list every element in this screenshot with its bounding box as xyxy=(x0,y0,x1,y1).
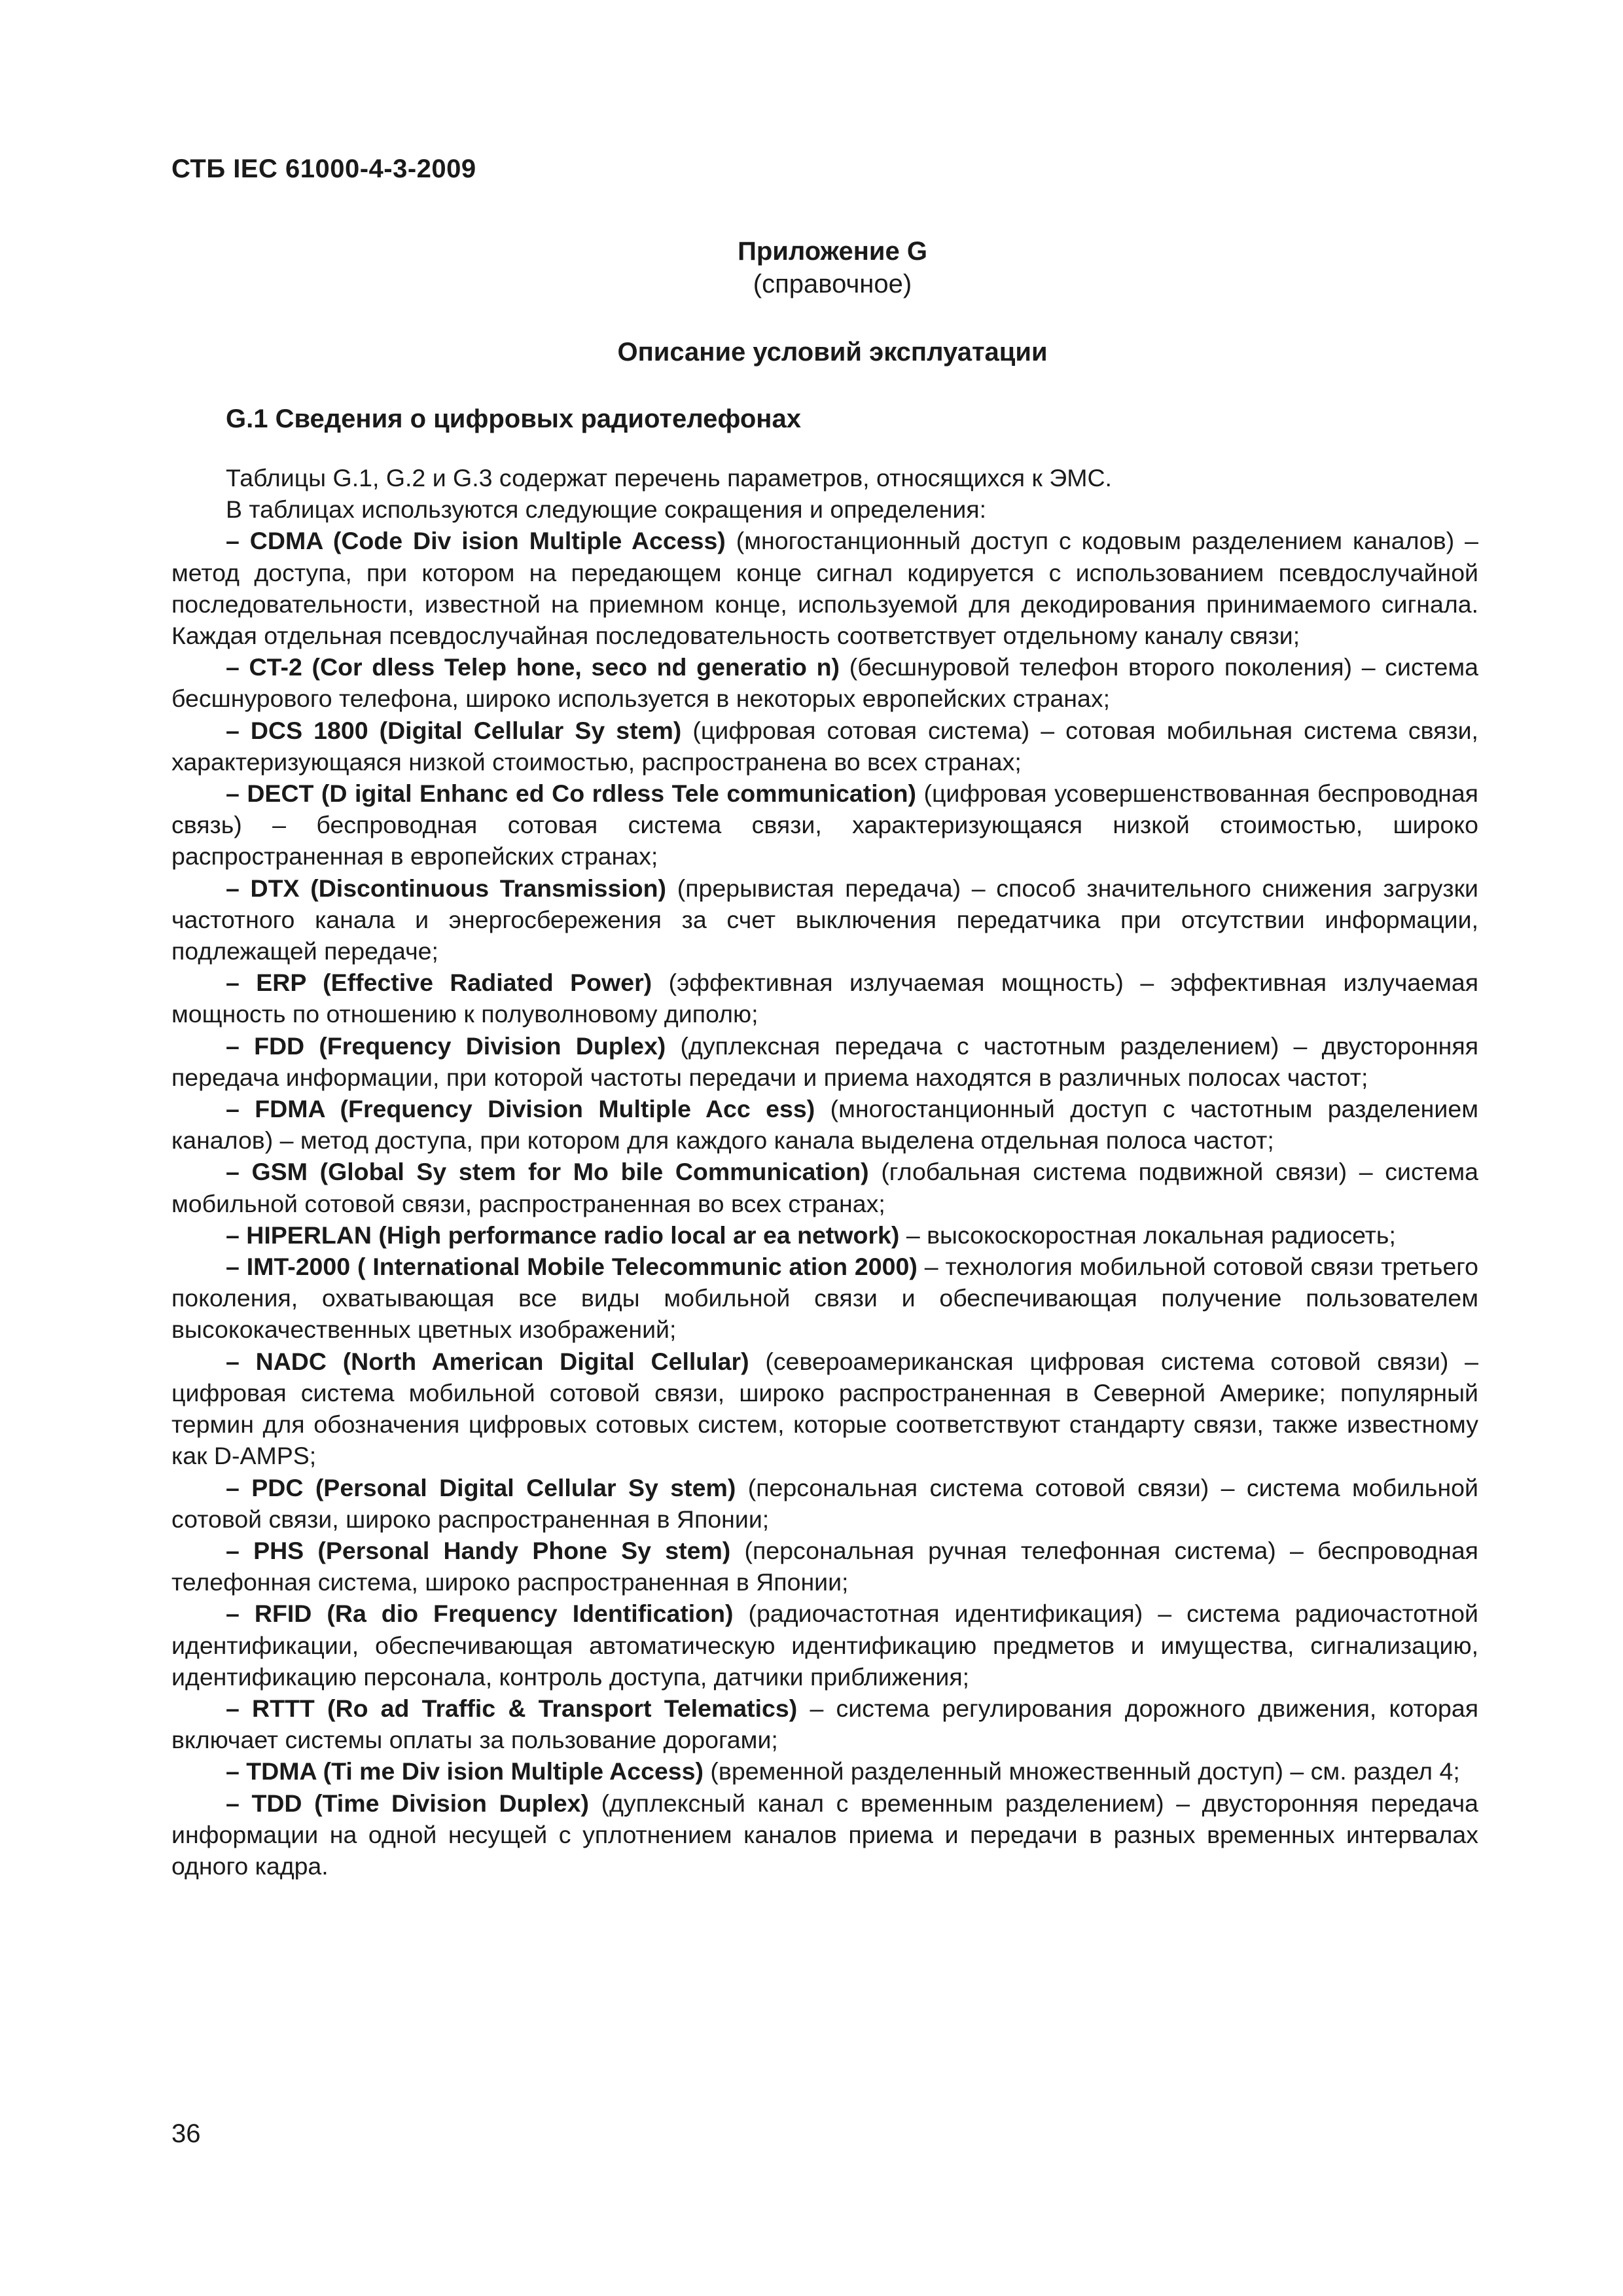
definition-item xyxy=(171,715,1478,778)
definition-text: (многостанционный доступ с кодовым разделением каналов) – метод доступа, при котором на передающем конце сигнал кодируется с использованием псевдослучайной последовательности, известной на приемном конце, используемой для декодирования принимаемого сигнала. Каждая отдельная псевдослучайная последовательность соответствует отдельному каналу связи; xyxy=(171,527,1478,650)
definition-term: – DTX (Discontinuous Transmission) xyxy=(226,874,667,902)
definition-text: (цифровая сотовая система) – сотовая мобильная система связи, характеризующаяся низкой стоимостью, распространена во всех странах; xyxy=(171,716,1478,776)
definition-item xyxy=(171,1755,1478,1787)
definition-text: (эффективная излучаемая мощность) – эффективная излучаемая мощность по отношению к полуволновому диполю; xyxy=(171,969,1479,1028)
definition-term: – TDMA (Ti me Div ision Multiple Access) xyxy=(226,1757,704,1785)
definition-term: – RFID (Ra dio Frequency Identification) xyxy=(226,1600,734,1628)
definition-text: (дуплексная передача с частотным разделением) – двусторонняя передача информации, при которой частоты передачи и приема находятся в различных полосах частот; xyxy=(171,1031,1478,1091)
definition-term: – HIPERLAN (High performance radio local ar ea network) xyxy=(226,1221,900,1249)
definition-term: – CT-2 (Cor dless Telep hone, seco nd generatio n) xyxy=(226,653,840,681)
definition-text: (глобальная система подвижной связи) – система мобильной сотовой связи, распространенная во всех странах; xyxy=(171,1158,1478,1217)
body-text xyxy=(171,462,1478,1882)
definition-text: (персональная ручная телефонная система) – беспроводная телефонная система, широко распространенная в Японии; xyxy=(171,1536,1478,1596)
definition-term: – ERP (Effective Radiated Power) xyxy=(226,969,652,997)
definition-item xyxy=(171,1093,1478,1156)
definition-item xyxy=(171,1598,1478,1693)
definition-text: (многостанционный доступ с частотным разделением каналов) – метод доступа, при котором для каждого канала выделена отдельная полоса частот; xyxy=(171,1095,1478,1155)
appendix-subtitle: (справочное) xyxy=(753,270,912,298)
definition-term: – DCS 1800 (Digital Cellular Sy stem) xyxy=(226,716,682,744)
definition-item xyxy=(171,525,1478,651)
definition-text: (персональная система сотовой связи) – система мобильной сотовой связи, широко распространенная в Японии; xyxy=(171,1473,1478,1533)
definition-item xyxy=(171,651,1478,714)
definition-text: (радиочастотная идентификация) – система радиочастотной идентификации, обеспечивающая автоматическую идентификацию предметов и имущества, сигнализацию, идентификацию персонала, контроль доступа, датчики приближения; xyxy=(171,1600,1478,1691)
definition-text: – высокоскоростная локальная радиосеть; xyxy=(899,1221,1396,1249)
definition-text: (цифровая усовершенствованная беспроводная связь) – беспроводная сотовая система связи, характеризующаяся низкой стоимостью, широко распространенная в европейских странах; xyxy=(171,780,1478,870)
definition-term: – TDD (Time Division Duplex) xyxy=(226,1789,589,1817)
definition-term: – IMT-2000 ( International Mobile Telecommunic ation 2000) xyxy=(226,1253,918,1281)
definition-text: (бесшнуровой телефон второго поколения) – система бесшнурового телефона, широко используется в некоторых европейских странах; xyxy=(171,653,1478,713)
section-heading: Описание условий эксплуатации xyxy=(617,338,1048,367)
definition-term: – FDMA (Frequency Division Multiple Acc ess) xyxy=(226,1095,815,1123)
definition-term: – DECT (D igital Enhanc ed Co rdless Tele communication) xyxy=(226,780,916,808)
definition-item xyxy=(171,1535,1478,1598)
definition-item xyxy=(171,1251,1478,1346)
appendix-title: Приложение G xyxy=(738,237,927,266)
definition-item xyxy=(171,872,1478,967)
definition-text: – технология мобильной сотовой связи третьего поколения, охватывающая все виды мобильной связи и обеспечивающая получение пользователем высококачественных цветных изображений; xyxy=(171,1253,1479,1344)
definition-term: – FDD (Frequency Division Duplex) xyxy=(226,1031,666,1060)
definition-text: (прерывистая передача) – способ значительного снижения загрузки частотного канала и энергосбережения за счет выключения передатчика при отсутствии информации, подлежащей передаче; xyxy=(171,874,1478,965)
intro-paragraph: В таблицах используются следующие сокращения и определения: xyxy=(226,495,987,524)
definition-item xyxy=(171,1156,1478,1219)
definition-text: – система регулирования дорожного движения, которая включает системы оплаты за пользование дорогами; xyxy=(171,1694,1478,1754)
definition-item xyxy=(171,1472,1478,1535)
definition-text: (североамериканская цифровая система сотовой связи) – цифровая система мобильной сотовой связи, широко распространенная в Северной Америке; популярный термин для обозначения цифровых сотовых систем, которые соответствуют стандарту связи, также известному как D-AMPS; xyxy=(171,1347,1478,1470)
standard-code: СТБ IEC 61000-4-3-2009 xyxy=(171,154,476,183)
definition-item xyxy=(171,1030,1478,1093)
definition-item xyxy=(171,1219,1478,1251)
page-number: 36 xyxy=(171,2119,201,2148)
subsection-heading: G.1 Сведения о цифровых радиотелефонах xyxy=(226,404,801,433)
definition-term: – NADC (North American Digital Cellular) xyxy=(226,1347,749,1375)
intro-paragraph: Таблицы G.1, G.2 и G.3 содержат перечень параметров, относящихся к ЭМС. xyxy=(226,464,1112,492)
definition-term: – PHS (Personal Handy Phone Sy stem) xyxy=(226,1536,731,1564)
definition-term: – GSM (Global Sy stem for Mo bile Communication) xyxy=(226,1158,869,1186)
definition-text: (дуплексный канал с временным разделением) – двусторонняя передача информации на одной несущей с уплотнением каналов приема и передачи в разных временных интервалах одного кадра. xyxy=(171,1789,1479,1880)
definition-term: – PDC (Personal Digital Cellular Sy stem) xyxy=(226,1473,736,1501)
definition-term: – RTTT (Ro ad Traffic & Transport Telematics) xyxy=(226,1694,798,1722)
definition-text: (временной разделенный множественный доступ) – см. раздел 4; xyxy=(704,1757,1460,1785)
definition-item xyxy=(171,1346,1478,1472)
definition-term: – CDMA (Code Div ision Multiple Access) xyxy=(226,527,726,555)
definition-item xyxy=(171,778,1478,872)
definition-item xyxy=(171,967,1478,1030)
definition-item xyxy=(171,1787,1478,1882)
definition-item xyxy=(171,1693,1478,1755)
